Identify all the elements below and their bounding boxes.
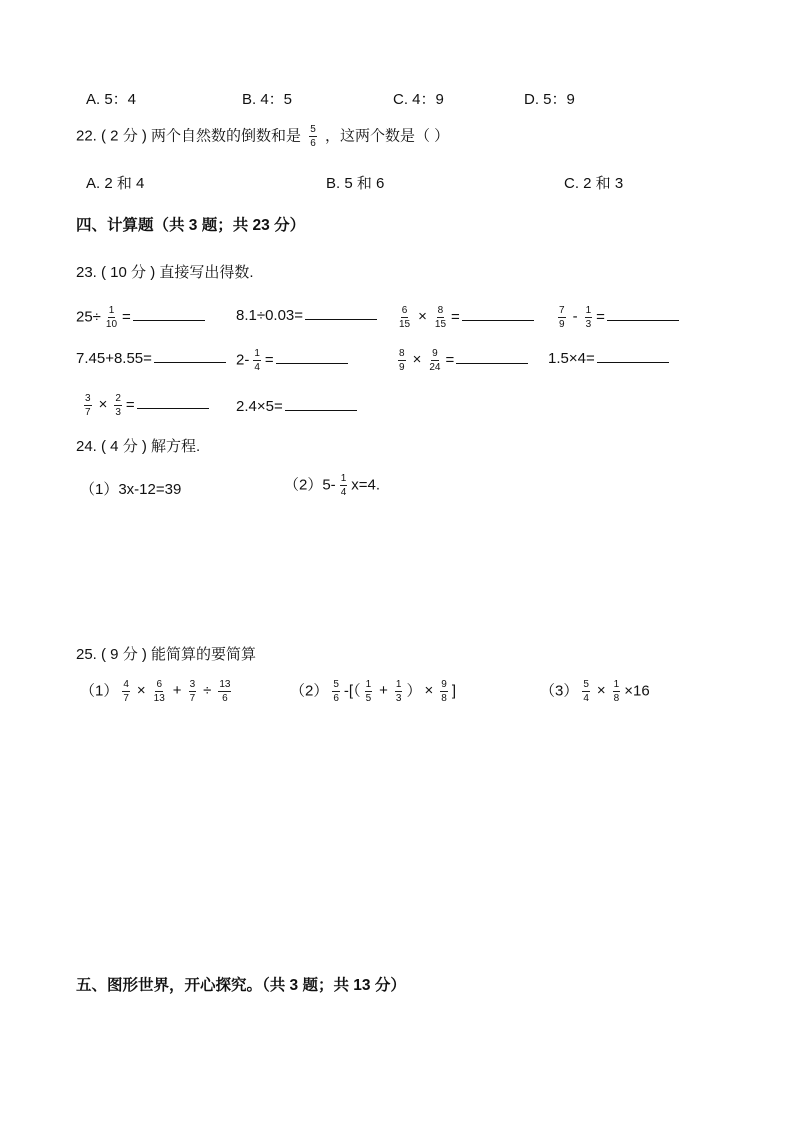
q22-question [76, 124, 449, 149]
q22-fraction: $\frac{5}{6}$ [310, 124, 316, 149]
q24-part-1: （1）3x-12=39 [80, 481, 182, 498]
q23-title: 23. ( 10 分 ) 直接写出得数. [76, 264, 254, 281]
q25-part-3: （3） $\frac{5}{4}$ × $\frac{1}{8}$ ×16 [540, 679, 650, 704]
q23-row2-item-c: $\frac{8}{9}$ × $\frac{9}{24}$ = [394, 348, 528, 373]
q23-row1-item-b: 8.1÷0.03= [236, 305, 377, 324]
q22-option-a: A. 2 和 4 [86, 175, 145, 192]
q22-prefix: 22. ( 2 分 ) 两个自然数的倒数和是 [76, 127, 302, 145]
q25-part-1: （1） $\frac{4}{7}$ × $\frac{6}{13}$ + $\frac{3}{7}$ ÷ $\frac{13}{6}$ [80, 679, 231, 704]
q23-row3-item-b: 2.4×5= [236, 396, 357, 415]
answer-blank[interactable] [305, 305, 377, 320]
q21-option-c: C. 4：9 [393, 91, 444, 108]
q21-option-d: D. 5：9 [524, 91, 575, 108]
answer-blank[interactable] [154, 348, 226, 363]
q25-part-2: （2） $\frac{5}{6}$ -[（ $\frac{1}{5}$ + $\frac{1}{3}$ ） × $\frac{9}{8}$ ] [290, 679, 456, 704]
answer-blank[interactable] [285, 396, 357, 411]
q23-row2-item-a: 7.45+8.55= [76, 348, 226, 367]
answer-blank[interactable] [276, 349, 348, 364]
section-5-heading: 五、图形世界，开心探究。（共 3 题；共 13 分） [76, 977, 406, 994]
q22-suffix: ，这两个数是（ ） [324, 127, 450, 145]
q24-title: 24. ( 4 分 ) 解方程. [76, 438, 201, 455]
answer-blank[interactable] [597, 348, 669, 363]
answer-blank[interactable] [607, 306, 679, 321]
q21-option-a: A. 5：4 [86, 91, 137, 108]
q23-row1-item-a: 25÷ $\frac{1}{10}$ = [76, 305, 205, 330]
q23-row1-item-c: $\frac{6}{15}$ × $\frac{8}{15}$ = [394, 305, 534, 330]
section-4-heading: 四、计算题（共 3 题；共 23 分） [76, 217, 306, 234]
answer-blank[interactable] [133, 306, 205, 321]
answer-blank[interactable] [137, 394, 209, 409]
answer-blank[interactable] [456, 349, 528, 364]
q23-row2-item-d: 1.5×4= [548, 348, 669, 367]
q21-option-b: B. 4：5 [242, 91, 293, 108]
q23-row2-item-b: 2- $\frac{1}{4}$ = [236, 348, 348, 373]
q23-row3-item-a: $\frac{3}{7}$ × $\frac{2}{3}$ = [80, 393, 209, 418]
q25-title: 25. ( 9 分 ) 能简算的要简算 [76, 646, 257, 663]
q22-option-c: C. 2 和 3 [564, 175, 624, 192]
q23-row1-item-d: $\frac{7}{9}$ - $\frac{1}{3}$ = [554, 305, 679, 330]
answer-blank[interactable] [462, 306, 534, 321]
q22-option-b: B. 5 和 6 [326, 175, 385, 192]
q24-part-2: （2）5- $\frac{1}{4}$ x=4. [284, 473, 381, 498]
